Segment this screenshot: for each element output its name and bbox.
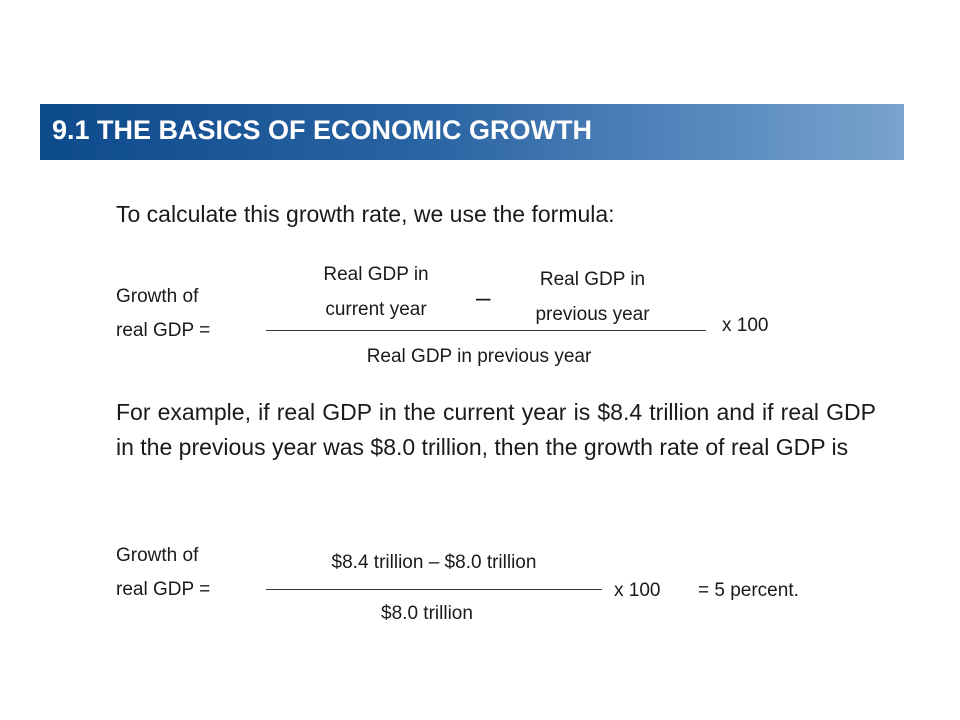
example-result: = 5 percent.: [698, 580, 799, 601]
slide-title: 9.1 THE BASICS OF ECONOMIC GROWTH: [52, 115, 593, 145]
example-numerator: $8.4 trillion – $8.0 trillion: [331, 552, 537, 573]
formula-multiplier: x 100: [722, 315, 769, 336]
intro-text: To calculate this growth rate, we use the formula:: [116, 201, 615, 227]
formula-numerator-left-line2: current year: [325, 299, 427, 320]
formula-numerator-right-line2: previous year: [535, 304, 650, 325]
example-fraction-bar: [266, 589, 602, 590]
formula-lhs-line1: Growth of: [116, 286, 199, 307]
formula-lhs-line2: real GDP =: [116, 320, 211, 341]
example-denominator: $8.0 trillion: [381, 603, 473, 624]
formula-numerator-left-line1: Real GDP in: [323, 264, 429, 285]
formula-fraction-bar: [266, 330, 706, 331]
formula-minus-sign: –: [476, 282, 491, 312]
formula-denominator: Real GDP in previous year: [366, 346, 592, 367]
example-lhs-line1: Growth of: [116, 545, 199, 566]
example-lhs-line2: real GDP =: [116, 579, 211, 600]
example-multiplier: x 100: [614, 580, 661, 601]
example-paragraph: For example, if real GDP in the current year is $8.4 trillion and if real GDP in the previous year was $8.0 trillion, then the growth rate of real GDP is: [116, 399, 876, 460]
formula-numerator-right-line1: Real GDP in: [539, 269, 646, 290]
